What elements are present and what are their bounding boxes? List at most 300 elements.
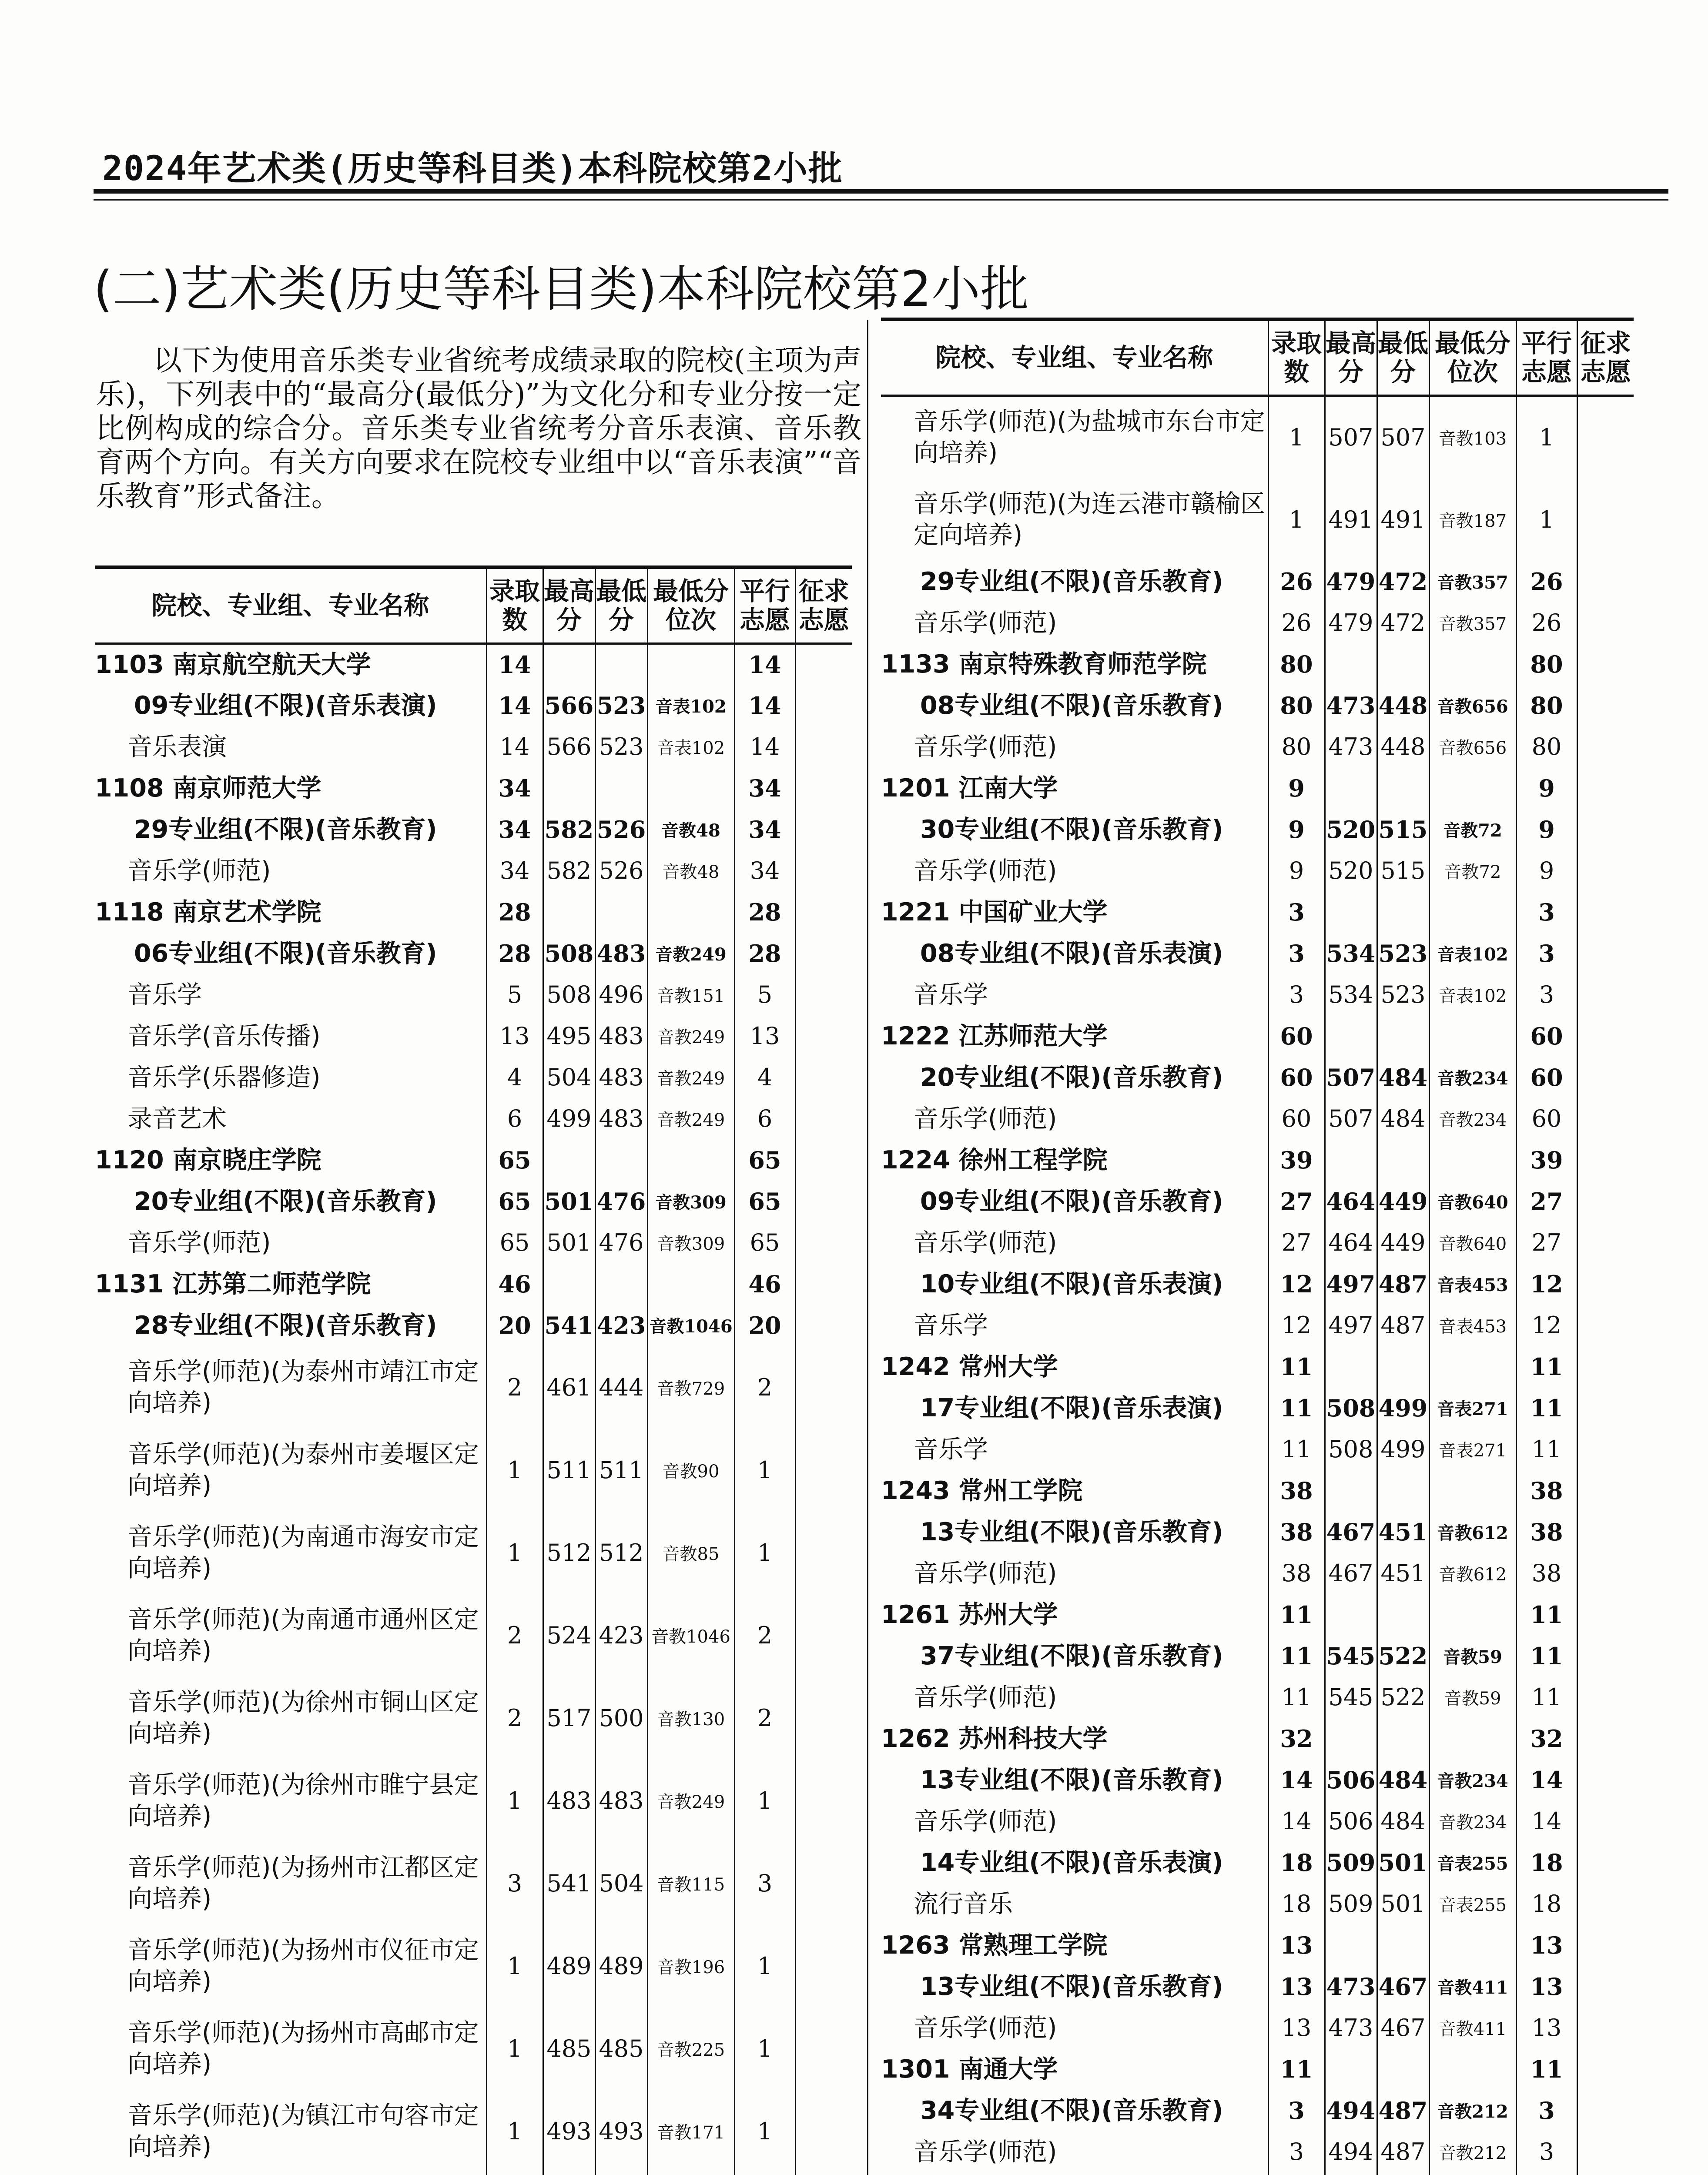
running-head-rule (94, 199, 1668, 201)
row-label: 音乐学(师范) (914, 1559, 1057, 1588)
header-parallel: 平行志愿 (734, 567, 795, 643)
cell-min-score: 484 (1377, 1800, 1429, 1842)
table-row (881, 1553, 1634, 1594)
cell-admitted: 13 (1268, 1966, 1325, 2007)
cell-admitted: 60 (1268, 1015, 1325, 1057)
row-label: 29专业组(不限)(音乐教育) (920, 567, 1223, 596)
cell-name (881, 685, 1268, 726)
row-label: 音乐学(师范) (914, 1807, 1057, 1836)
cell-solicit (1577, 643, 1634, 685)
row-label: 音乐学(师范) (914, 1228, 1057, 1257)
cell-min-rank (1429, 1924, 1516, 1966)
cell-max-score: 508 (1325, 1387, 1377, 1429)
cell-name (95, 1015, 486, 1057)
cell-min-rank: 音教85 (647, 1511, 734, 1594)
cell-parallel: 26 (1516, 602, 1577, 643)
cell-min-rank: 音教249 (647, 1015, 734, 1057)
cell-solicit (1577, 2048, 1634, 2090)
cell-min-score: 512 (595, 1511, 647, 1594)
cell-max-score: 508 (543, 933, 595, 974)
cell-name (881, 809, 1268, 850)
table-row (95, 726, 852, 767)
cell-parallel: 11 (1516, 1346, 1577, 1387)
cell-min-score: 523 (595, 685, 647, 726)
cell-max-score (1325, 1718, 1377, 1759)
cell-admitted: 13 (486, 1015, 543, 1057)
cell-admitted: 1 (486, 2090, 543, 2172)
cell-min-rank (1429, 1139, 1516, 1181)
cell-parallel: 3 (734, 1842, 795, 1924)
cell-min-score: 483 (595, 1015, 647, 1057)
cell-admitted: 1 (1268, 478, 1325, 561)
cell-parallel: 1 (734, 1429, 795, 1511)
cell-name (95, 891, 486, 933)
cell-min-rank: 音教151 (647, 974, 734, 1015)
cell-solicit (1577, 1883, 1634, 1924)
cell-solicit (1577, 1015, 1634, 1057)
row-label: 音乐学(师范) (127, 856, 271, 885)
cell-max-score (543, 767, 595, 809)
row-label: 音乐学(师范) (914, 1104, 1057, 1133)
cell-name (881, 1594, 1268, 1635)
cell-name (95, 1305, 486, 1346)
cell-name (881, 1263, 1268, 1305)
cell-max-score (1325, 1924, 1377, 1966)
cell-max-score: 524 (543, 1594, 595, 1676)
cell-name (95, 2172, 486, 2175)
cell-admitted: 1 (486, 1924, 543, 2007)
cell-parallel: 9 (1516, 850, 1577, 891)
row-label: 17专业组(不限)(音乐表演) (920, 1393, 1223, 1422)
cell-solicit (795, 1305, 852, 1346)
cell-min-rank: 音教234 (1429, 1759, 1516, 1800)
cell-name (95, 1759, 486, 1842)
table-row (95, 2172, 852, 2175)
row-label: 音乐学(师范)(为徐州市铜山区定向培养) (127, 1688, 479, 1748)
cell-min-score: 448 (1377, 726, 1429, 767)
cell-admitted: 9 (1268, 809, 1325, 850)
cell-min-rank: 音教249 (647, 933, 734, 974)
cell-name (881, 2048, 1268, 2090)
table-row (95, 933, 852, 974)
row-label: 音乐学(师范)(为徐州市睢宁县定向培养) (127, 1770, 479, 1830)
cell-min-rank: 音教729 (647, 1346, 734, 1429)
cell-max-score: 473 (1325, 1966, 1377, 2007)
cell-name (881, 1305, 1268, 1346)
cell-max-score (1325, 1470, 1377, 1511)
cell-max-score: 493 (543, 2090, 595, 2172)
table-row (95, 1057, 852, 1098)
table-row (881, 1222, 1634, 1263)
cell-min-rank (1429, 1470, 1516, 1511)
table-row (95, 767, 852, 809)
cell-solicit (1577, 602, 1634, 643)
cell-min-rank: 音教1046 (647, 1594, 734, 1676)
table-row (881, 1181, 1634, 1222)
cell-max-score (543, 1139, 595, 1181)
cell-admitted: 11 (1268, 1594, 1325, 1635)
cell-admitted: 3 (1268, 2090, 1325, 2131)
cell-min-rank: 音教612 (1429, 1511, 1516, 1553)
cell-min-score: 507 (1377, 395, 1429, 478)
cell-min-score: 493 (595, 2090, 647, 2172)
cell-solicit (795, 2172, 852, 2175)
header-rank: 最低分位次 (647, 567, 734, 643)
table-row (881, 1387, 1634, 1429)
table-row (881, 395, 1634, 478)
row-label: 音乐学(音乐传播) (127, 1021, 321, 1051)
cell-max-score (1325, 643, 1377, 685)
cell-solicit (1577, 1718, 1634, 1759)
cell-solicit (795, 1759, 852, 1842)
cell-min-rank: 音表102 (647, 685, 734, 726)
cell-max-score: 541 (543, 1842, 595, 1924)
cell-parallel: 9 (1516, 767, 1577, 809)
cell-min-score (1377, 1718, 1429, 1759)
cell-min-score: 523 (1377, 933, 1429, 974)
cell-parallel: 3 (1516, 933, 1577, 974)
cell-min-score (1377, 2172, 1429, 2175)
cell-admitted: 14 (486, 685, 543, 726)
cell-solicit (795, 1594, 852, 1676)
cell-min-rank (647, 891, 734, 933)
table-row (881, 1924, 1634, 1966)
row-label: 音乐学(师范)(为泰州市姜堰区定向培养) (127, 1440, 479, 1500)
cell-admitted: 12 (1268, 1263, 1325, 1305)
cell-min-score: 499 (1377, 1429, 1429, 1470)
cell-max-score (1325, 2172, 1377, 2175)
cell-admitted: 26 (1268, 602, 1325, 643)
cell-min-rank (1429, 1015, 1516, 1057)
cell-min-rank: 音教249 (647, 1057, 734, 1098)
row-label: 09专业组(不限)(音乐教育) (920, 1187, 1223, 1216)
cell-admitted: 12 (1268, 1305, 1325, 1346)
table-row (95, 1842, 852, 1924)
cell-min-score: 483 (595, 933, 647, 974)
cell-admitted: 1 (486, 1511, 543, 1594)
cell-solicit (1577, 395, 1634, 478)
cell-max-score (1325, 767, 1377, 809)
cell-max-score: 534 (1325, 974, 1377, 1015)
cell-min-rank: 音教357 (1429, 602, 1516, 643)
cell-min-score: 476 (595, 1222, 647, 1263)
cell-min-score: 526 (595, 809, 647, 850)
cell-min-rank: 音教48 (647, 850, 734, 891)
cell-min-score (1377, 767, 1429, 809)
table-row (881, 685, 1634, 726)
cell-max-score: 479 (1325, 561, 1377, 602)
cell-max-score: 582 (543, 850, 595, 891)
cell-parallel: 34 (734, 850, 795, 891)
cell-name (95, 2007, 486, 2090)
cell-min-rank: 音教59 (1429, 1676, 1516, 1718)
table-row (95, 1429, 852, 1511)
cell-min-rank (1429, 891, 1516, 933)
cell-min-score: 489 (595, 1924, 647, 2007)
cell-min-rank (647, 767, 734, 809)
cell-min-rank (647, 1263, 734, 1305)
cell-solicit (795, 1098, 852, 1139)
row-label: 音乐学(师范) (914, 2137, 1057, 2166)
table-row (881, 1015, 1634, 1057)
cell-name (881, 1470, 1268, 1511)
cell-min-rank: 音教1046 (647, 1305, 734, 1346)
cell-admitted: 18 (1268, 1883, 1325, 1924)
cell-min-score (595, 643, 647, 685)
cell-max-score: 566 (543, 685, 595, 726)
row-label: 28专业组(不限)(音乐教育) (134, 1311, 437, 1340)
row-label: 06专业组(不限)(音乐教育) (134, 939, 437, 968)
cell-name (95, 643, 486, 685)
cell-parallel: 11 (1516, 1387, 1577, 1429)
table-header-row (881, 319, 1634, 395)
cell-solicit (795, 1263, 852, 1305)
cell-solicit (1577, 2090, 1634, 2131)
row-label: 10专业组(不限)(音乐表演) (920, 1269, 1223, 1298)
cell-min-score: 467 (1377, 1966, 1429, 2007)
table-row (881, 1966, 1634, 2007)
cell-parallel: 32 (1516, 1718, 1577, 1759)
table-row (95, 1263, 852, 1305)
cell-parallel: 80 (1516, 685, 1577, 726)
cell-parallel: 20 (734, 1305, 795, 1346)
cell-min-rank: 音教656 (1429, 726, 1516, 767)
cell-parallel: 11 (1516, 1635, 1577, 1676)
row-label: 音乐学(师范)(为连云港市赣榆区定向培养) (914, 489, 1265, 549)
cell-admitted: 4 (486, 1057, 543, 1098)
cell-parallel: 11 (1516, 1429, 1577, 1470)
cell-solicit (1577, 1594, 1634, 1635)
cell-admitted: 9 (1268, 850, 1325, 891)
row-label: 34专业组(不限)(音乐教育) (920, 2096, 1223, 2125)
cell-min-rank: 音教187 (1429, 478, 1516, 561)
cell-min-score: 472 (1377, 561, 1429, 602)
table-row (95, 891, 852, 933)
table-body-right (881, 395, 1634, 2175)
cell-min-score: 522 (1377, 1635, 1429, 1676)
row-label: 1242 常州大学 (881, 1352, 1058, 1381)
cell-parallel: 60 (1516, 1057, 1577, 1098)
cell-max-score (543, 643, 595, 685)
cell-name (95, 767, 486, 809)
cell-parallel (734, 2172, 795, 2175)
cell-min-rank: 音教411 (1429, 2007, 1516, 2048)
table-row (881, 1098, 1634, 1139)
cell-solicit (1577, 1098, 1634, 1139)
table-row (881, 891, 1634, 933)
row-label: 37专业组(不限)(音乐教育) (920, 1641, 1223, 1670)
row-label: 音乐学(师范) (914, 2013, 1057, 2042)
table-row (95, 1759, 852, 1842)
table-row (881, 850, 1634, 891)
table-row (881, 726, 1634, 767)
row-label: 1103 南京航空航天大学 (95, 650, 371, 679)
cell-parallel: 12 (1516, 1263, 1577, 1305)
cell-name (881, 726, 1268, 767)
cell-min-score: 487 (1377, 1263, 1429, 1305)
cell-max-score: 497 (1325, 1263, 1377, 1305)
section-title: (二)艺术类(历史等科目类)本科院校第2小批 (94, 261, 1029, 318)
cell-solicit (1577, 1346, 1634, 1387)
cell-parallel: 4 (734, 1057, 795, 1098)
row-label: 08专业组(不限)(音乐教育) (920, 691, 1223, 720)
cell-parallel: 2 (734, 1594, 795, 1676)
cell-solicit (1577, 933, 1634, 974)
cell-min-rank: 音教130 (647, 1676, 734, 1759)
table-row (881, 933, 1634, 974)
cell-solicit (1577, 2131, 1634, 2172)
cell-parallel: 14 (1516, 1800, 1577, 1842)
cell-min-score: 451 (1377, 1553, 1429, 1594)
cell-parallel: 3 (1516, 891, 1577, 933)
cell-min-rank: 音教212 (1429, 2090, 1516, 2131)
cell-parallel: 34 (734, 809, 795, 850)
cell-max-score: 511 (543, 1429, 595, 1511)
cell-solicit (1577, 891, 1634, 933)
cell-parallel (1516, 2172, 1577, 2175)
cell-parallel: 34 (734, 767, 795, 809)
cell-max-score: 512 (543, 1511, 595, 1594)
table-row (881, 1470, 1634, 1511)
cell-admitted: 26 (1268, 561, 1325, 602)
table-row (95, 1924, 852, 2007)
table-row (95, 809, 852, 850)
row-label: 1262 苏州科技大学 (881, 1724, 1108, 1753)
cell-name (881, 1511, 1268, 1553)
cell-min-score: 484 (1377, 1057, 1429, 1098)
cell-parallel: 65 (734, 1222, 795, 1263)
table-row (881, 974, 1634, 1015)
cell-max-score: 495 (543, 1015, 595, 1057)
table-row (881, 561, 1634, 602)
header-min: 最低分 (1377, 319, 1429, 395)
row-label: 14专业组(不限)(音乐表演) (920, 1848, 1223, 1877)
cell-name (95, 1924, 486, 2007)
cell-min-score (1377, 1470, 1429, 1511)
table-row (881, 1594, 1634, 1635)
cell-admitted: 11 (1268, 1429, 1325, 1470)
cell-admitted: 14 (486, 643, 543, 685)
table-row (881, 643, 1634, 685)
row-label: 音乐学(师范)(为南通市通州区定向培养) (127, 1605, 479, 1665)
row-label: 08专业组(不限)(音乐表演) (920, 939, 1223, 968)
cell-admitted: 80 (1268, 726, 1325, 767)
cell-parallel: 26 (1516, 561, 1577, 602)
cell-min-score: 526 (595, 850, 647, 891)
cell-admitted: 3 (1268, 933, 1325, 974)
cell-solicit (795, 1139, 852, 1181)
row-label: 音乐学 (914, 1435, 988, 1464)
cell-name (881, 1015, 1268, 1057)
cell-min-score (1377, 1346, 1429, 1387)
cell-min-score: 500 (595, 1676, 647, 1759)
cell-solicit (1577, 685, 1634, 726)
cell-admitted: 65 (486, 1181, 543, 1222)
row-label: 1221 中国矿业大学 (881, 897, 1108, 927)
row-label: 音乐表演 (127, 732, 227, 761)
cell-name (881, 1387, 1268, 1429)
cell-parallel: 65 (734, 1181, 795, 1222)
row-label: 1131 江苏第二师范学院 (95, 1269, 371, 1298)
cell-min-score (1377, 1594, 1429, 1635)
cell-solicit (1577, 1263, 1634, 1305)
header-solicit: 征求志愿 (1577, 319, 1634, 395)
cell-parallel: 46 (734, 1263, 795, 1305)
cell-solicit (1577, 1800, 1634, 1842)
cell-name (881, 1924, 1268, 1966)
cell-admitted: 3 (486, 1842, 543, 1924)
cell-max-score: 534 (1325, 933, 1377, 974)
cell-name (95, 726, 486, 767)
cell-max-score: 582 (543, 809, 595, 850)
admission-table-right (881, 318, 1634, 2175)
cell-solicit (1577, 1553, 1634, 1594)
row-label: 1120 南京晓庄学院 (95, 1145, 322, 1174)
cell-admitted: 38 (1268, 1470, 1325, 1511)
cell-min-rank (647, 2172, 734, 2175)
cell-solicit (795, 974, 852, 1015)
cell-min-rank (647, 643, 734, 685)
cell-min-score: 451 (1377, 1511, 1429, 1553)
table-row (95, 974, 852, 1015)
cell-min-rank: 音表271 (1429, 1429, 1516, 1470)
cell-solicit (1577, 1842, 1634, 1883)
cell-name (95, 1057, 486, 1098)
cell-max-score (1325, 1015, 1377, 1057)
cell-solicit (1577, 767, 1634, 809)
cell-min-score: 423 (595, 1594, 647, 1676)
cell-admitted: 28 (486, 933, 543, 974)
cell-parallel: 39 (1516, 1139, 1577, 1181)
cell-name (95, 933, 486, 974)
cell-parallel: 27 (1516, 1181, 1577, 1222)
cell-max-score: 545 (1325, 1635, 1377, 1676)
cell-min-score: 499 (1377, 1387, 1429, 1429)
table-row (881, 1842, 1634, 1883)
cell-solicit (795, 891, 852, 933)
cell-max-score (1325, 2048, 1377, 2090)
running-head (94, 124, 1668, 194)
cell-parallel: 14 (734, 643, 795, 685)
cell-max-score: 566 (543, 726, 595, 767)
header-max: 最高分 (1325, 319, 1377, 395)
cell-solicit (1577, 1635, 1634, 1676)
cell-min-rank: 音教171 (647, 2090, 734, 2172)
cell-min-score (1377, 1139, 1429, 1181)
cell-name (881, 1676, 1268, 1718)
cell-solicit (1577, 1222, 1634, 1263)
cell-parallel: 18 (1516, 1883, 1577, 1924)
table-row (881, 1346, 1634, 1387)
admission-table-left (95, 566, 852, 2175)
cell-parallel: 5 (734, 974, 795, 1015)
intro-paragraph (96, 344, 861, 513)
cell-admitted: 18 (1268, 1842, 1325, 1883)
cell-max-score (1325, 891, 1377, 933)
cell-parallel: 14 (734, 685, 795, 726)
cell-solicit (1577, 1181, 1634, 1222)
cell-min-rank: 音教234 (1429, 1098, 1516, 1139)
cell-name (881, 1181, 1268, 1222)
cell-name (881, 1098, 1268, 1139)
row-label: 20专业组(不限)(音乐教育) (134, 1187, 437, 1216)
cell-solicit (1577, 1511, 1634, 1553)
cell-admitted: 3 (1268, 974, 1325, 1015)
cell-name (881, 1429, 1268, 1470)
cell-solicit (1577, 478, 1634, 561)
cell-max-score: 467 (1325, 1553, 1377, 1594)
cell-admitted: 14 (1268, 1800, 1325, 1842)
